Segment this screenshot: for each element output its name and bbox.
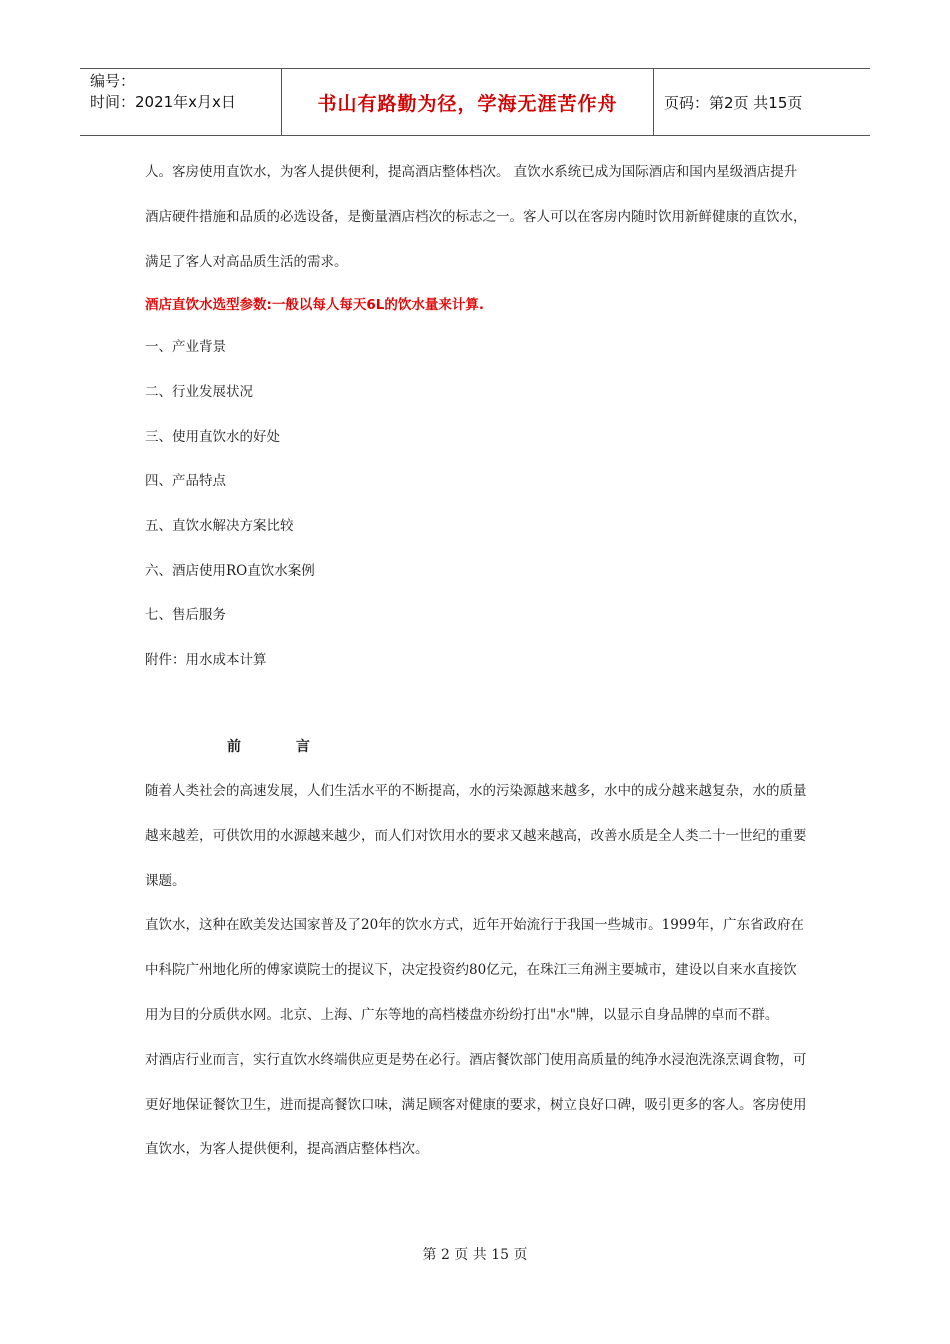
preface-paragraph: 随着人类社会的高速发展，人们生活水平的不断提高，水的污染源越来越多，水中的成分越来越复杂，水的质量越来越差，可供饮用的水源越来越少，而人们对饮用水的要求又越来越高，改善水质是全人类二十一世纪的重要课题。 <box>145 783 807 889</box>
intro-paragraph: 人。客房使用直饮水，为客人提供便利，提高酒店整体档次。 直饮水系统已成为国际酒店和国内星级酒店提升酒店硬件措施和品质的必选设备，是衡量酒店档次的标志之一。客人可以在客房内随时饮用新鲜健康的直饮水，满足了客人对高品质生活的需求。 <box>145 164 807 270</box>
toc-item: 二、行业发展状况 <box>145 384 253 400</box>
header-meta-cell <box>80 69 282 135</box>
document-date-label: 时间：2021年x月x日 <box>90 93 236 111</box>
preface-block <box>145 769 810 1172</box>
intro-block <box>145 150 810 284</box>
preface-paragraph: 对酒店行业而言，实行直饮水终端供应更是势在必行。酒店餐饮部门使用高质量的纯净水浸泡洗涤烹调食物，可更好地保证餐饮卫生，进而提高餐饮口味，满足顾客对健康的要求，树立良好口碑，吸引更多的客人。客房使用直饮水，为客人提供便利，提高酒店整体档次。 <box>145 1051 807 1158</box>
toc-item: 三、使用直饮水的好处 <box>145 429 280 445</box>
toc-item: 附件：用水成本计算 <box>145 652 267 668</box>
section-heading <box>227 736 310 756</box>
preface-paragraph: 直饮水，这种在欧美发达国家普及了20年的饮水方式，近年开始流行于我国一些城市。1999年，广东省政府在中科院广州地化所的傅家谟院士的提议下，决定投资约80亿元，在珠江三角洲主要城市，建设以自来水直接饮用为目的分质供水网。北京、上海、广东等地的高档楼盘亦纷纷打出"水"牌，以显示自身品牌的卓而不群。 <box>145 917 805 1023</box>
toc-item: 五、直饮水解决方案比较 <box>145 518 294 534</box>
toc-item: 四、产品特点 <box>145 473 226 489</box>
header-motto-cell <box>282 69 654 135</box>
toc-item: 一、产业背景 <box>145 339 226 355</box>
page-footer: 第 2 页 共 15 页 <box>422 1247 528 1263</box>
toc-item: 六、酒店使用RO直饮水案例 <box>145 563 315 579</box>
section-heading-char: 言 <box>295 739 310 755</box>
document-number-label: 编号： <box>90 72 136 90</box>
header-motto: 书山有路勤为径，学海无涯苦作舟 <box>317 92 618 115</box>
section-heading-char: 前 <box>227 739 241 755</box>
document-header <box>80 68 870 136</box>
header-page-cell <box>654 69 870 135</box>
toc-item: 七、售后服务 <box>145 607 226 623</box>
header-page-info: 页码：第2页 共15页 <box>664 93 803 112</box>
parameter-note: 酒店直饮水选型参数:一般以每人每天6L的饮水量来计算. <box>145 297 485 313</box>
